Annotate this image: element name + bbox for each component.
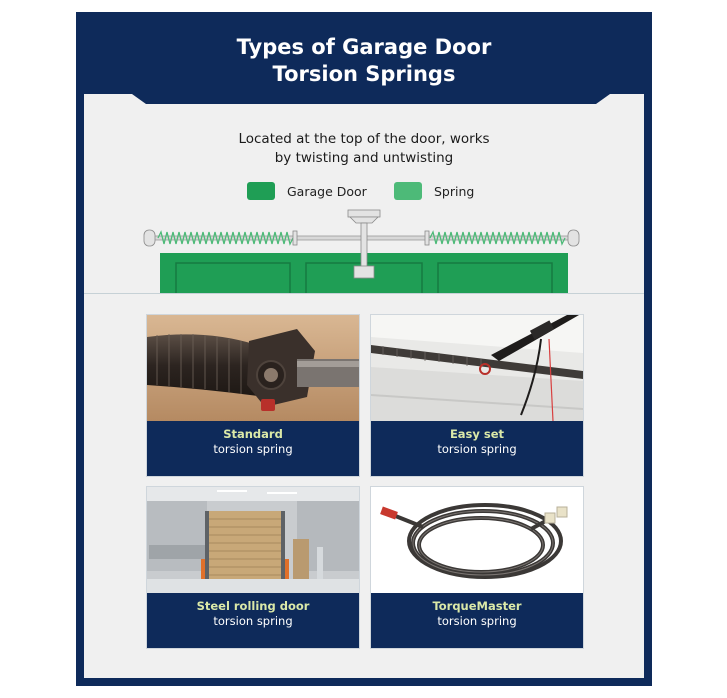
card-standard xyxy=(146,314,360,477)
section-divider xyxy=(84,293,644,294)
card-subtitle-torquemaster: torsion spring xyxy=(437,614,517,628)
card-steel-rolling-door xyxy=(146,486,360,649)
card-subtitle-easy-set: torsion spring xyxy=(437,442,517,456)
caption-line-1: Located at the top of the door, works xyxy=(238,131,490,147)
steel-rolling-door-photo xyxy=(147,487,359,593)
torquemaster-spring-photo xyxy=(371,487,583,593)
infographic-frame xyxy=(76,12,652,686)
standard-spring-photo xyxy=(147,315,359,421)
legend-label-spring: Spring xyxy=(434,183,475,199)
card-easy-set xyxy=(370,314,584,477)
garage-door-swatch-icon xyxy=(247,182,275,200)
card-subtitle-standard: torsion spring xyxy=(213,442,293,456)
legend-spring xyxy=(394,180,474,202)
card-caption-easy-set xyxy=(371,427,583,457)
caption-line-2: by twisting and untwisting xyxy=(274,150,454,166)
center-bracket-top xyxy=(348,210,380,217)
card-title-standard: Standard xyxy=(223,427,283,441)
center-bracket-mount xyxy=(350,217,378,223)
card-caption-torquemaster xyxy=(371,599,583,629)
card-torquemaster xyxy=(370,486,584,649)
page-title xyxy=(76,34,652,88)
torsion-spring-diagram xyxy=(136,208,586,294)
card-caption-standard xyxy=(147,427,359,457)
card-title-torquemaster: TorqueMaster xyxy=(432,599,522,613)
legend-label-garage-door: Garage Door xyxy=(287,183,367,199)
right-spring-cone xyxy=(425,231,429,245)
card-subtitle-steel-rolling-door: torsion spring xyxy=(213,614,293,628)
card-title-steel-rolling-door: Steel rolling door xyxy=(196,599,310,613)
easy-set-spring-photo xyxy=(371,315,583,421)
legend-garage-door xyxy=(247,180,367,202)
header-banner xyxy=(76,12,652,104)
title-line-2: Torsion Springs xyxy=(272,62,456,86)
spring-swatch-icon xyxy=(394,182,422,200)
title-line-1: Types of Garage Door xyxy=(236,35,492,59)
header-notch xyxy=(84,94,644,116)
card-title-easy-set: Easy set xyxy=(449,427,505,441)
diagram-caption xyxy=(76,130,652,168)
left-spring-cone xyxy=(293,231,297,245)
center-door-bracket xyxy=(354,266,374,278)
card-caption-steel-rolling-door xyxy=(147,599,359,629)
right-end-bearing xyxy=(568,230,579,246)
left-end-bearing xyxy=(144,230,155,246)
